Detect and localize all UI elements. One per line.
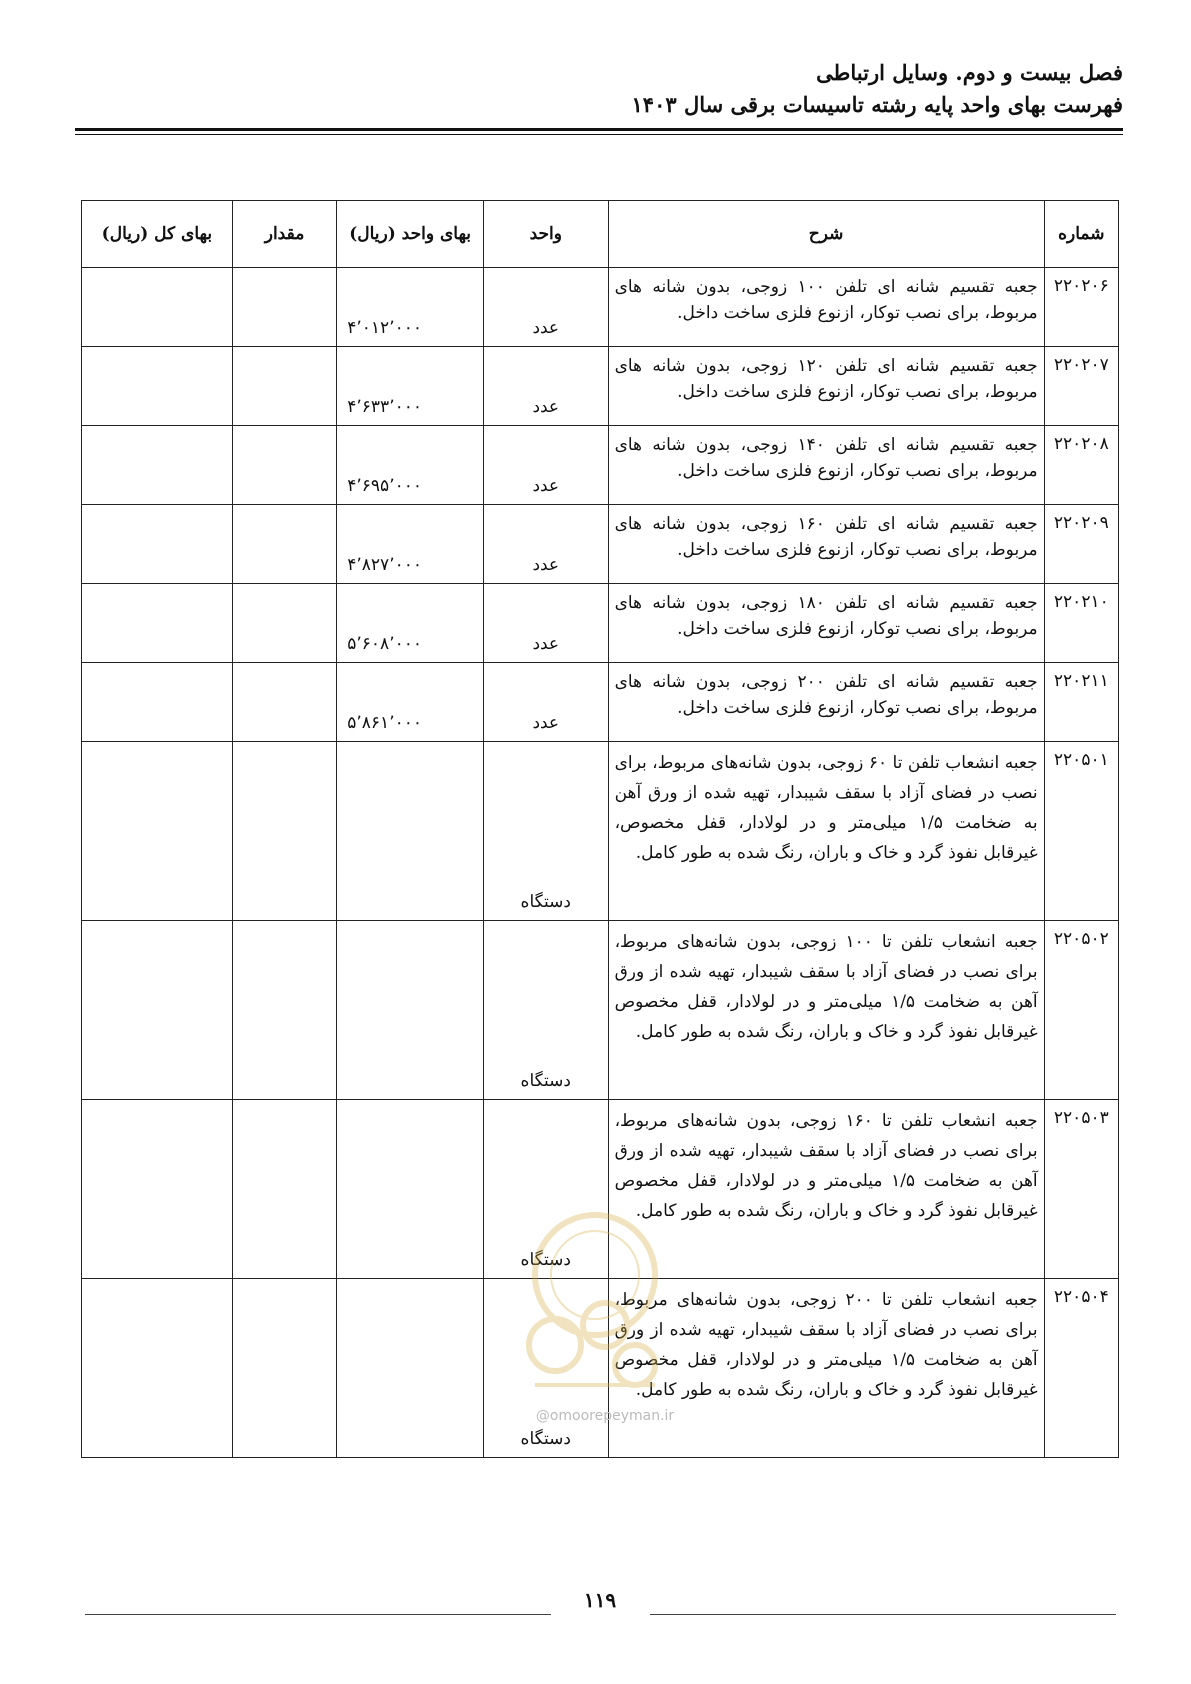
table-row [82, 663, 1119, 742]
item-description: جعبه تقسیم شانه ای تلفن ۱۲۰ زوجی، بدون شانه های مربوط، برای نصب توکار، ازنوع فلزی ساخت داخل. [608, 347, 1044, 426]
item-unit-price [337, 921, 484, 1100]
item-total-price [82, 347, 233, 426]
item-unit-price: ۴٬۸۲۷٬۰۰۰ [337, 505, 484, 584]
item-number: ۲۲۰۲۰۹ [1044, 505, 1118, 584]
table-row [82, 921, 1119, 1100]
item-number: ۲۲۰۲۱۰ [1044, 584, 1118, 663]
item-description: جعبه انشعاب تلفن تا ۱۶۰ زوجی، بدون شانه‌های مربوط، برای نصب در فضای آزاد با سقف شیبدار، تهیه شده از ورق آهن به ضخامت ۱/۵ میلی‌متر و در لولادار، قفل مخصوص غیرقابل نفوذ گرد و خاک و باران، رنگ شده به طور کامل. [608, 1100, 1044, 1279]
item-unit: دستگاه [483, 742, 608, 921]
item-number: ۲۲۰۵۰۲ [1044, 921, 1118, 1100]
item-number: ۲۲۰۲۰۶ [1044, 268, 1118, 347]
item-description: جعبه تقسیم شانه ای تلفن ۱۶۰ زوجی، بدون شانه های مربوط، برای نصب توکار، ازنوع فلزی ساخت داخل. [608, 505, 1044, 584]
item-unit-price [337, 1279, 484, 1458]
item-unit-price: ۴٬۶۳۳٬۰۰۰ [337, 347, 484, 426]
watermark-text: @omoorepeyman.ir [535, 1408, 675, 1424]
item-quantity [232, 268, 337, 347]
item-unit: عدد [483, 268, 608, 347]
page-number: ۱۱۹ [583, 1588, 617, 1612]
watermark-logo-icon [505, 1205, 685, 1405]
item-number: ۲۲۰۲۰۷ [1044, 347, 1118, 426]
item-unit: عدد [483, 663, 608, 742]
header-rule-thick [75, 128, 1123, 131]
item-total-price [82, 921, 233, 1100]
item-number: ۲۲۰۵۰۴ [1044, 1279, 1118, 1458]
item-quantity [232, 347, 337, 426]
item-number: ۲۲۰۵۰۳ [1044, 1100, 1118, 1279]
table-row [82, 347, 1119, 426]
item-quantity [232, 663, 337, 742]
item-unit: دستگاه [483, 921, 608, 1100]
item-quantity [232, 505, 337, 584]
column-header-unit-price: بهای واحد (ریال) [337, 201, 484, 268]
column-header-quantity: مقدار [232, 201, 337, 268]
table-row [82, 584, 1119, 663]
header-rule-thin [75, 134, 1123, 135]
item-quantity [232, 426, 337, 505]
item-unit-price: ۴٬۶۹۵٬۰۰۰ [337, 426, 484, 505]
item-unit: عدد [483, 347, 608, 426]
footer-rule-right [650, 1614, 1116, 1615]
column-header-unit: واحد [483, 201, 608, 268]
footer-rule-left [85, 1614, 551, 1615]
page-header [75, 58, 1123, 122]
column-header-number: شماره [1044, 201, 1118, 268]
column-header-total-price: بهای کل (ریال) [82, 201, 233, 268]
item-total-price [82, 505, 233, 584]
item-unit-price: ۵٬۶۰۸٬۰۰۰ [337, 584, 484, 663]
item-number: ۲۲۰۲۰۸ [1044, 426, 1118, 505]
item-description: جعبه تقسیم شانه ای تلفن ۱۸۰ زوجی، بدون شانه های مربوط، برای نصب توکار، ازنوع فلزی ساخت داخل. [608, 584, 1044, 663]
chapter-title: فصل بیست و دوم. وسایل ارتباطی [816, 60, 1123, 85]
item-description: جعبه تقسیم شانه ای تلفن ۱۰۰ زوجی، بدون شانه های مربوط، برای نصب توکار، ازنوع فلزی ساخت داخل. [608, 268, 1044, 347]
item-description: جعبه تقسیم شانه ای تلفن ۱۴۰ زوجی، بدون شانه های مربوط، برای نصب توکار، ازنوع فلزی ساخت داخل. [608, 426, 1044, 505]
table-row [82, 268, 1119, 347]
item-unit: دستگاه [483, 1100, 608, 1279]
item-number: ۲۲۰۲۱۱ [1044, 663, 1118, 742]
column-header-description: شرح [608, 201, 1044, 268]
item-quantity [232, 584, 337, 663]
item-unit-price [337, 742, 484, 921]
item-quantity [232, 1100, 337, 1279]
item-total-price [82, 584, 233, 663]
item-number: ۲۲۰۵۰۱ [1044, 742, 1118, 921]
item-total-price [82, 742, 233, 921]
table-row [82, 505, 1119, 584]
item-unit: عدد [483, 505, 608, 584]
document-subtitle: فهرست بهای واحد پایه رشته تاسیسات برقی سال ۱۴۰۳ [631, 92, 1123, 117]
item-quantity [232, 921, 337, 1100]
item-unit: عدد [483, 426, 608, 505]
item-description: جعبه انشعاب تلفن تا ۱۰۰ زوجی، بدون شانه‌های مربوط، برای نصب در فضای آزاد با سقف شیبدار، تهیه شده از ورق آهن به ضخامت ۱/۵ میلی‌متر و در لولادار، قفل مخصوص غیرقابل نفوذ گرد و خاک و باران، رنگ شده به طور کامل. [608, 921, 1044, 1100]
table-row [82, 426, 1119, 505]
item-total-price [82, 1100, 233, 1279]
item-total-price [82, 1279, 233, 1458]
item-total-price [82, 268, 233, 347]
item-unit-price: ۴٬۰۱۲٬۰۰۰ [337, 268, 484, 347]
item-description: جعبه انشعاب تلفن تا ۲۰۰ زوجی، بدون شانه‌های مربوط، برای نصب در فضای آزاد با سقف شیبدار، تهیه شده از ورق آهن به ضخامت ۱/۵ میلی‌متر و در لولادار، قفل مخصوص غیرقابل نفوذ گرد و خاک و باران، رنگ شده به طور کامل. [608, 1279, 1044, 1458]
item-quantity [232, 1279, 337, 1458]
item-description: جعبه انشعاب تلفن تا ۶۰ زوجی، بدون شانه‌های مربوط، برای نصب در فضای آزاد با سقف شیبدار، تهیه شده از ورق آهن به ضخامت ۱/۵ میلی‌متر و در لولادار، قفل مخصوص، غیرقابل نفوذ گرد و خاک و باران، رنگ شده به طور کامل. [608, 742, 1044, 921]
item-unit-price: ۵٬۸۶۱٬۰۰۰ [337, 663, 484, 742]
item-total-price [82, 663, 233, 742]
table-row [82, 742, 1119, 921]
table-header-row [82, 201, 1119, 268]
item-unit: دستگاه [483, 1279, 608, 1458]
item-unit-price [337, 1100, 484, 1279]
item-quantity [232, 742, 337, 921]
item-unit: عدد [483, 584, 608, 663]
item-total-price [82, 426, 233, 505]
item-description: جعبه تقسیم شانه ای تلفن ۲۰۰ زوجی، بدون شانه های مربوط، برای نصب توکار، ازنوع فلزی ساخت داخل. [608, 663, 1044, 742]
